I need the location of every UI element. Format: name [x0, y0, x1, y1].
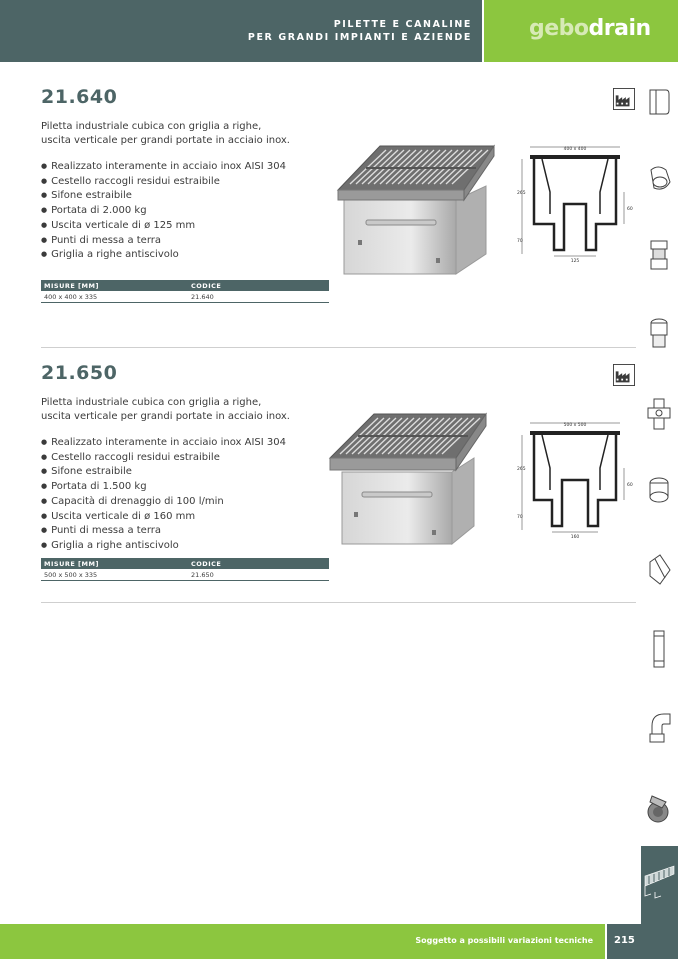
- table-row: [41, 291, 329, 303]
- factory-icon: [612, 364, 636, 386]
- brand-bar: [484, 0, 678, 62]
- pipe-tube-icon: [646, 628, 672, 670]
- table-header: [41, 558, 329, 569]
- dimension-label: 125: [570, 259, 580, 264]
- pipe-bend-icon: [646, 552, 672, 588]
- feature-item: ● Griglia a righe antiscivolo: [41, 248, 286, 263]
- header-bar: [0, 0, 482, 62]
- feature-item: ● Capacità di drenaggio di 100 l/min: [41, 495, 286, 510]
- pipe-coupling-icon: [646, 316, 672, 352]
- feature-item: ● Portata di 2.000 kg: [41, 204, 286, 219]
- feature-item: ● Punti di messa a terra: [41, 524, 286, 539]
- product-code: 21.650: [41, 362, 118, 384]
- footer-bar: [0, 924, 605, 959]
- pipe-elbow-icon: [646, 162, 672, 194]
- description-line: uscita verticale per grandi portate in acciaio inox.: [41, 410, 290, 422]
- feature-item: ● Sifone estraibile: [41, 189, 286, 204]
- table-header-cell: MISURE [MM]: [44, 281, 99, 290]
- table-header: [41, 280, 329, 291]
- sidebar-active-tab: [641, 846, 678, 924]
- feature-item: ● Cestello raccogli residui estraibile: [41, 451, 286, 466]
- description-line: Piletta industriale cubica con griglia a righe,: [41, 397, 262, 408]
- pipe-fitting-icon: [646, 238, 672, 274]
- pipe-cap-icon: [646, 86, 672, 116]
- dimension-label: 70: [517, 239, 523, 244]
- pipe-elbow-joint-icon: [646, 708, 672, 746]
- dimension-label: 60: [627, 207, 633, 212]
- table-cell: 21.640: [191, 292, 214, 301]
- logo-part1: gebo: [529, 16, 589, 41]
- header-title-line2: PER GRANDI IMPIANTI E AZIENDE: [247, 32, 472, 43]
- table-row: [41, 569, 329, 581]
- feature-item: ● Sifone estraibile: [41, 465, 286, 480]
- table-header-cell: CODICE: [191, 281, 222, 290]
- description-line: uscita verticale per grandi portate in acciaio inox.: [41, 134, 290, 146]
- feature-item: ● Realizzato interamente in acciaio inox AISI 304: [41, 160, 286, 175]
- feature-item: ● Punti di messa a terra: [41, 234, 286, 249]
- description-line: Piletta industriale cubica con griglia a righe,: [41, 121, 262, 132]
- product-photo: [328, 410, 488, 548]
- section-divider: [41, 347, 636, 348]
- feature-item: ● Portata di 1.500 kg: [41, 480, 286, 495]
- feature-item: ● Uscita verticale di ø 125 mm: [41, 219, 286, 234]
- dimension-label: 70: [517, 515, 523, 520]
- dimension-label: 400 x 400: [563, 147, 587, 152]
- table-cell: 500 x 500 x 335: [44, 570, 98, 579]
- feature-item: ● Uscita verticale di ø 160 mm: [41, 510, 286, 525]
- footer-note: Soggetto a possibili variazioni tecniche: [415, 936, 593, 945]
- header-title-line1: PILETTE E CANALINE: [333, 19, 472, 30]
- factory-icon: [612, 88, 636, 110]
- technical-drawing: [512, 418, 637, 543]
- feature-list: [41, 436, 286, 554]
- table-header-cell: MISURE [MM]: [44, 559, 99, 568]
- gebodrain-logo: [529, 16, 651, 41]
- feature-list: [41, 160, 286, 263]
- dimension-label: 500 x 500: [563, 423, 587, 428]
- page-number-box: [607, 924, 678, 959]
- table-cell: 400 x 400 x 335: [44, 292, 98, 301]
- dimension-label: 265: [517, 467, 526, 472]
- measurements-table: [41, 280, 329, 303]
- page-number: 215: [614, 935, 635, 946]
- technical-drawing: [512, 142, 637, 267]
- section-divider: [41, 602, 636, 603]
- header-title: [248, 18, 472, 44]
- product-photo: [336, 142, 496, 277]
- logo-part2: drain: [588, 16, 651, 41]
- measurements-table: [41, 558, 329, 581]
- product-code: 21.640: [41, 86, 118, 108]
- feature-item: ● Cestello raccogli residui estraibile: [41, 175, 286, 190]
- product-description: [41, 120, 290, 147]
- dimension-label: 60: [627, 483, 633, 488]
- feature-item: ● Realizzato interamente in acciaio inox AISI 304: [41, 436, 286, 451]
- feature-item: ● Griglia a righe antiscivolo: [41, 539, 286, 554]
- pipe-tee-icon: [646, 396, 672, 432]
- dimension-label: 265: [517, 191, 526, 196]
- product-description: [41, 396, 290, 423]
- pipe-union-icon: [646, 474, 672, 508]
- channel-drain-icon: [641, 846, 678, 924]
- table-header-cell: CODICE: [191, 559, 222, 568]
- pipe-clamp-icon: [646, 788, 672, 826]
- dimension-label: 160: [570, 535, 580, 540]
- table-cell: 21.650: [191, 570, 214, 579]
